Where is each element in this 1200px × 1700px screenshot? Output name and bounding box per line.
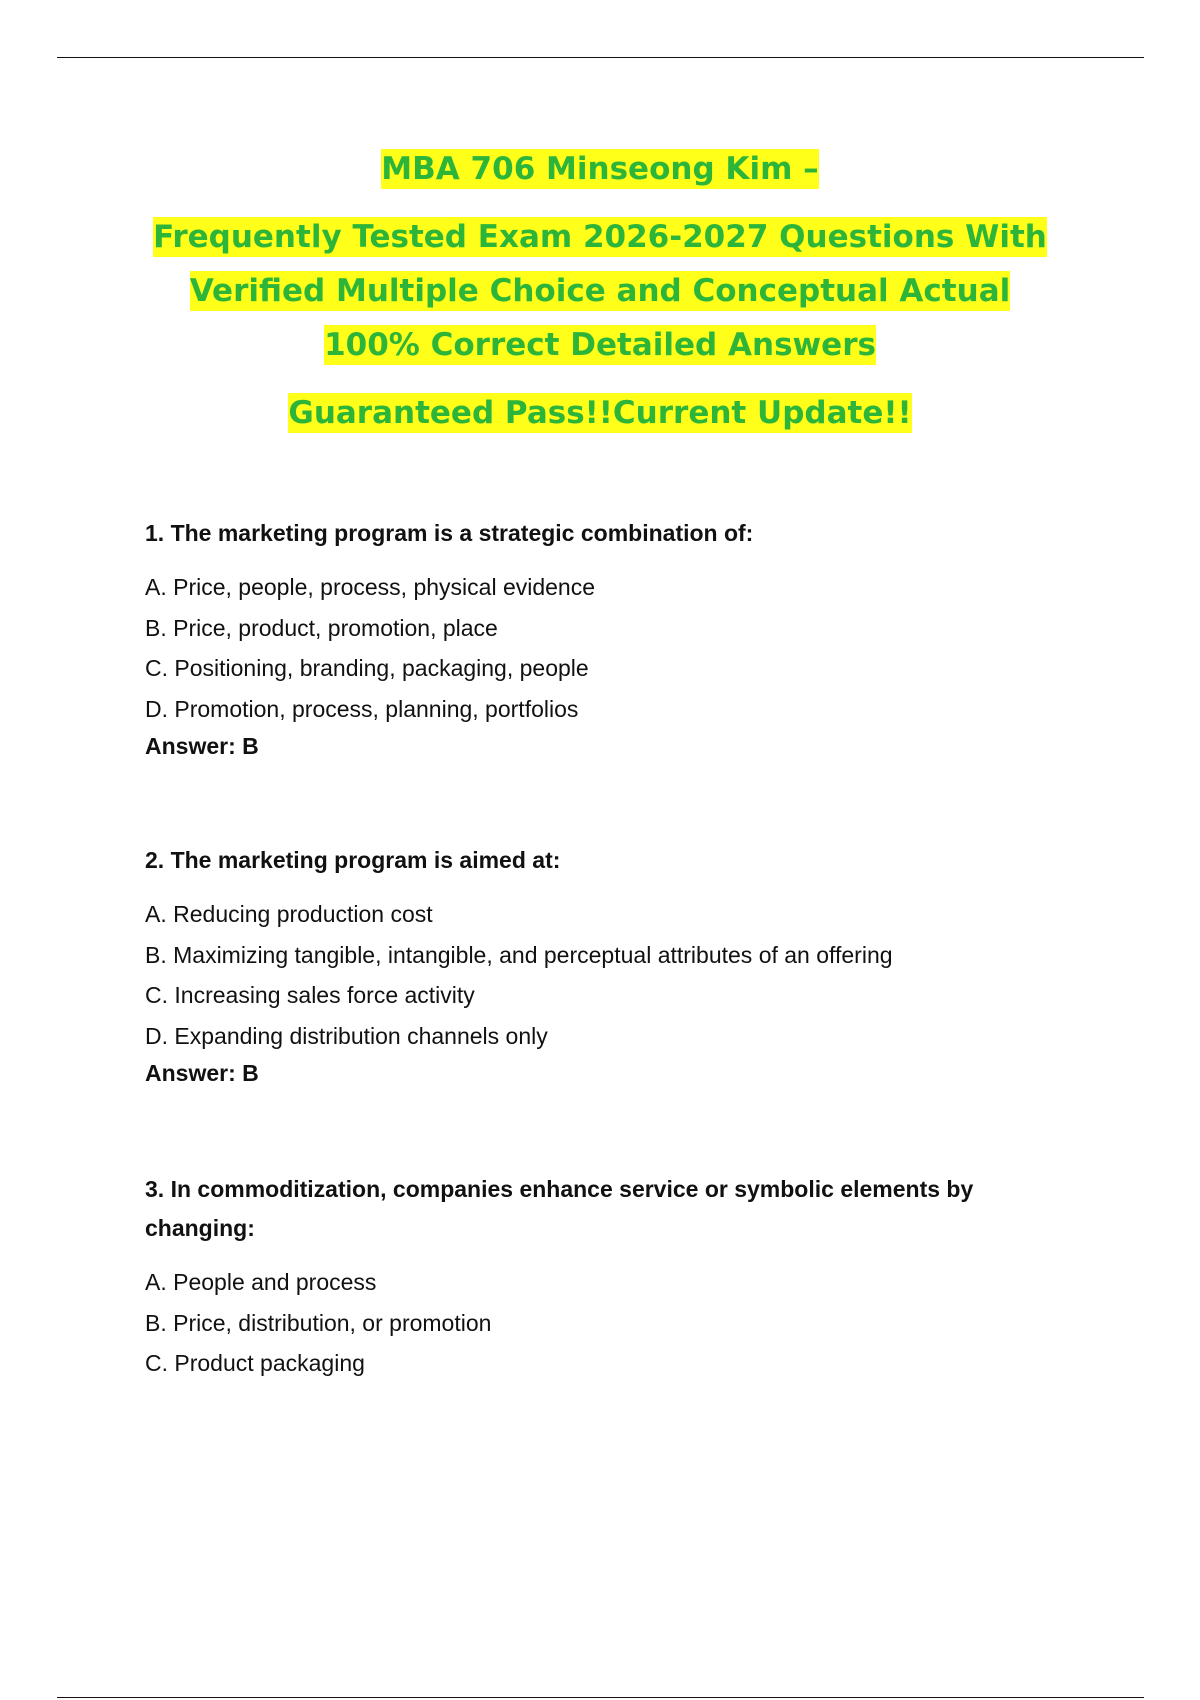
answer-label: Answer: B xyxy=(145,1060,259,1086)
question-text: 1. The marketing program is a strategic combination of: xyxy=(145,520,754,546)
option-c: C. Positioning, branding, packaging, people xyxy=(145,655,589,681)
option-d: D. Expanding distribution channels only xyxy=(145,1022,548,1049)
option-c: C. Increasing sales force activity xyxy=(145,982,475,1008)
bottom-rule xyxy=(57,1697,1144,1698)
option-b: B. Price, distribution, or promotion xyxy=(145,1309,492,1336)
option-b: B. Price, product, promotion, place xyxy=(145,614,498,641)
question-text: 3. In commoditization, companies enhance service or symbolic elements by changing: xyxy=(145,1176,974,1241)
top-rule xyxy=(57,57,1144,58)
title-line-1: MBA 706 Minseong Kim – xyxy=(381,151,819,187)
option-list xyxy=(145,1262,1075,1384)
option-a: A. Reducing production cost xyxy=(145,901,433,927)
option-d: D. Promotion, process, planning, portfolios xyxy=(145,695,579,722)
option-list xyxy=(145,567,1075,729)
answer-label: Answer: B xyxy=(145,733,259,759)
question-text: 2. The marketing program is aimed at: xyxy=(145,847,561,873)
option-a: A. People and process xyxy=(145,1269,377,1295)
question-1 xyxy=(145,514,1075,763)
question-3 xyxy=(145,1170,1075,1384)
title-line-3: Verified Multiple Choice and Conceptual Actual xyxy=(189,273,1011,309)
option-a: A. Price, people, process, physical evidence xyxy=(145,574,596,600)
option-c: C. Product packaging xyxy=(145,1350,365,1376)
title-line-4: 100% Correct Detailed Answers xyxy=(324,327,876,363)
title-line-2: Frequently Tested Exam 2026-2027 Questions With xyxy=(153,219,1047,255)
title-line-5: Guaranteed Pass!!Current Update!! xyxy=(288,395,912,431)
question-2 xyxy=(145,841,1075,1090)
option-list xyxy=(145,894,1075,1056)
option-b: B. Maximizing tangible, intangible, and perceptual attributes of an offering xyxy=(145,941,893,968)
